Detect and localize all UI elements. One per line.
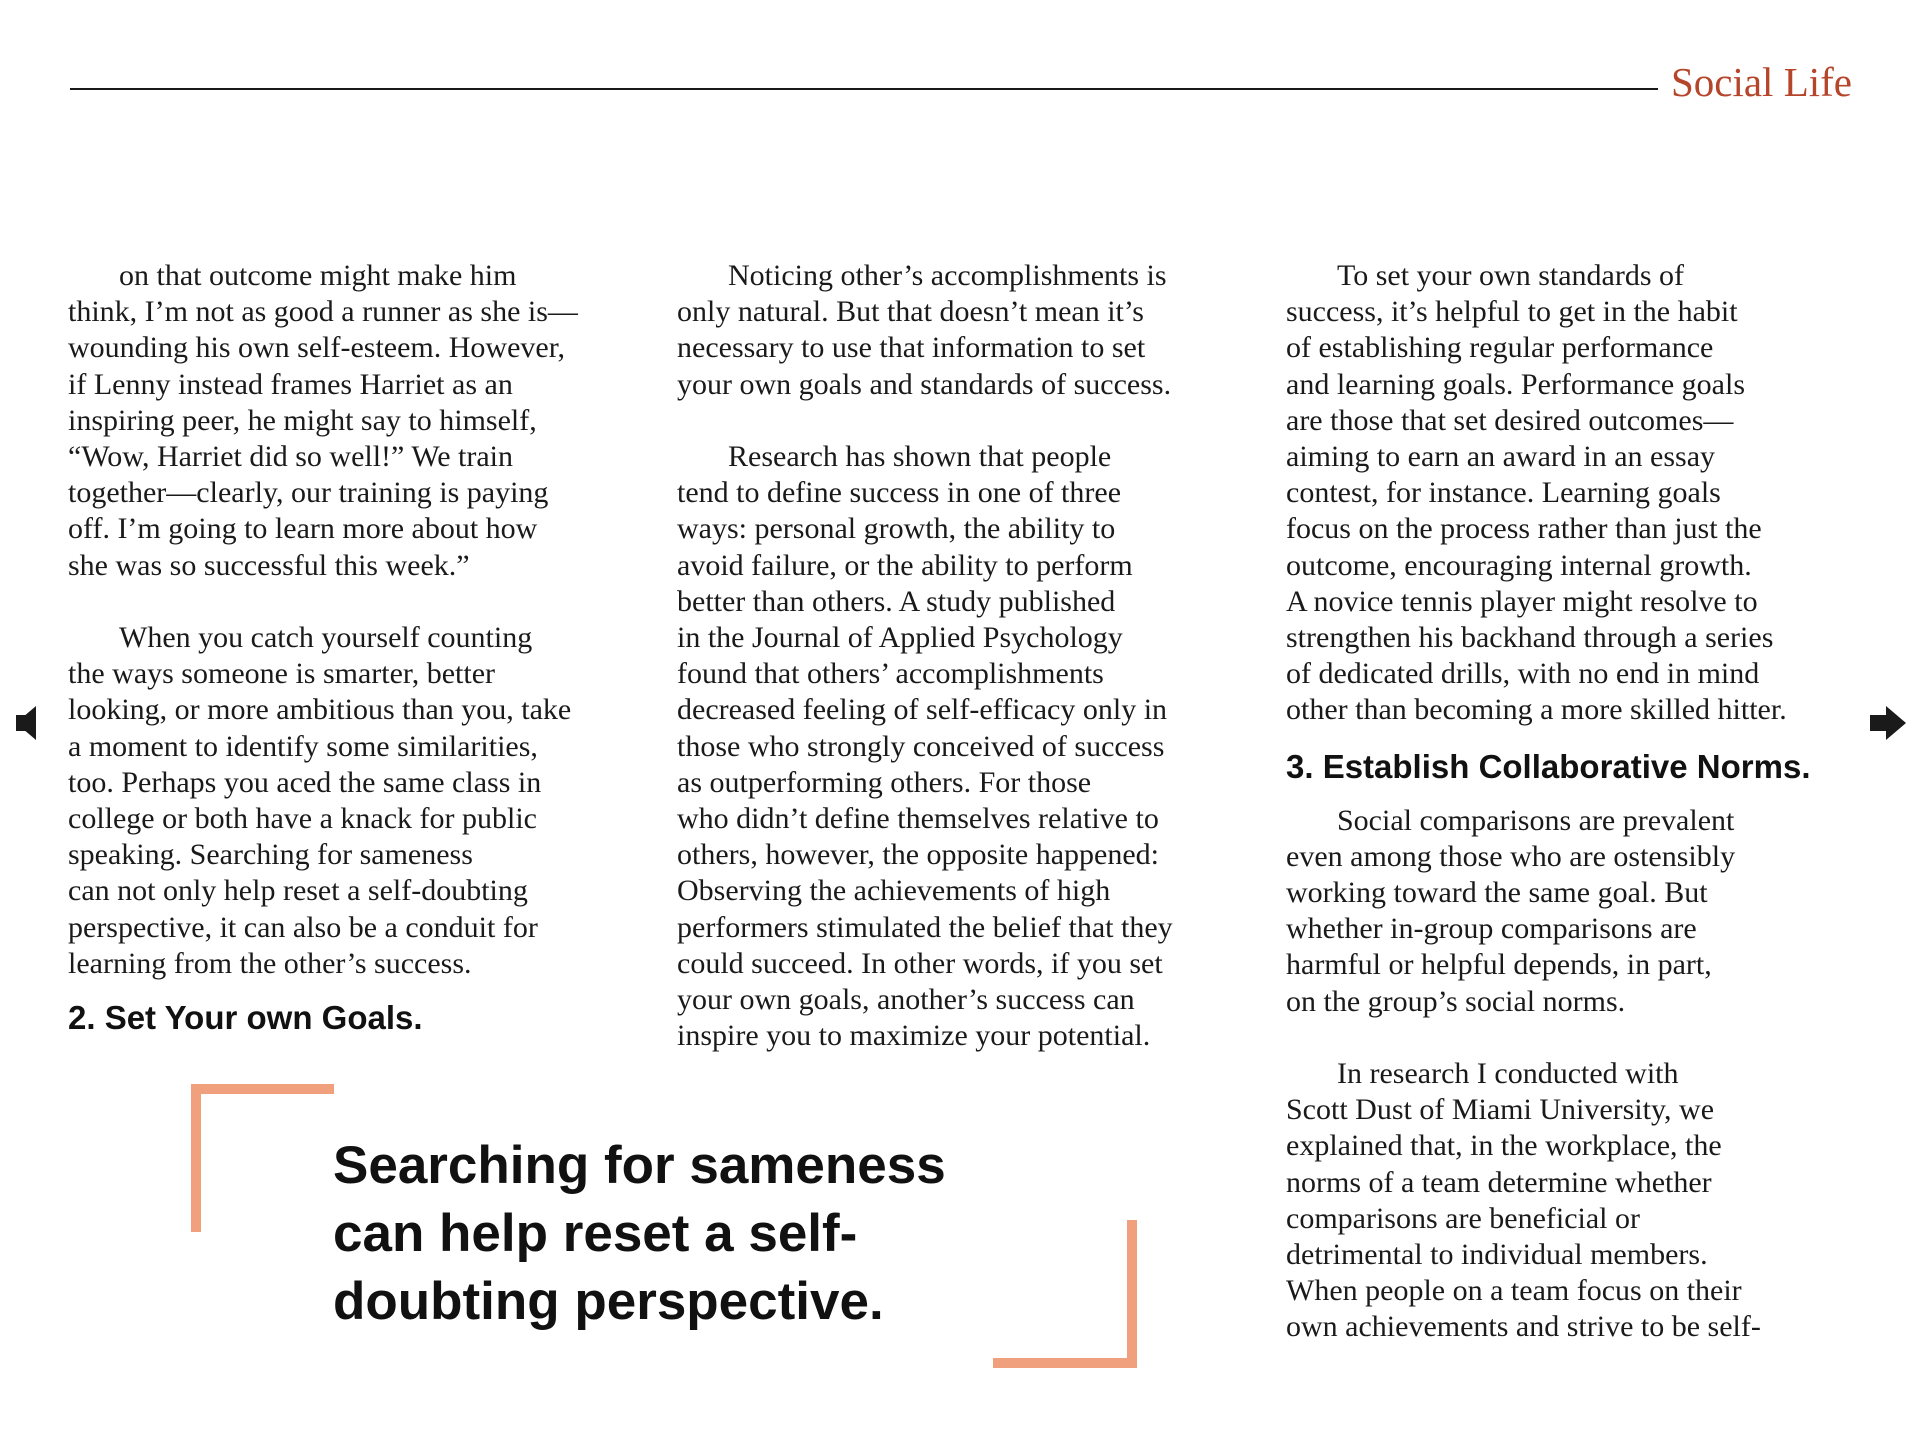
text-line: When you catch yourself counting [119, 621, 533, 655]
text-line: can not only help reset a self-doubting [68, 874, 528, 908]
text-line: too. Perhaps you aced the same class in [68, 765, 542, 799]
text-line: if Lenny instead frames Harriet as an [68, 367, 513, 401]
text-line: your own goals, another’s success can [677, 983, 1135, 1017]
left-arrow-icon[interactable] [16, 706, 36, 740]
text-line: better than others. A study published [677, 584, 1116, 618]
pullquote-line: can help reset a self- [333, 1204, 858, 1263]
text-line: own achievements and strive to be self- [1286, 1310, 1761, 1344]
text-line: on that outcome might make him [119, 259, 517, 292]
text-line: perspective, it can also be a conduit for [68, 910, 538, 944]
text-line: are those that set desired outcomes— [1286, 403, 1734, 437]
text-line: college or both have a knack for public [68, 802, 537, 836]
text-line: could succeed. In other words, if you set [677, 946, 1163, 980]
text-line: of dedicated drills, with no end in mind [1286, 657, 1760, 691]
text-line: In research I conducted with [1337, 1057, 1679, 1091]
text-line: To set your own standards of [1337, 259, 1685, 292]
paragraph [68, 258, 628, 584]
text-line: contest, for instance. Learning goals [1286, 476, 1721, 510]
text-line: outcome, encouraging internal growth. [1286, 548, 1752, 582]
text-line: Research has shown that people [728, 440, 1112, 473]
text-line: necessary to use that information to set [677, 331, 1146, 365]
text-line: speaking. Searching for sameness [68, 838, 473, 872]
text-line: success, it’s helpful to get in the habit [1286, 295, 1738, 329]
text-line: inspire you to maximize your potential. [677, 1019, 1151, 1053]
text-line: comparisons are beneficial or [1286, 1201, 1641, 1235]
paragraph [68, 620, 628, 982]
right-arrow-icon[interactable] [1886, 706, 1906, 740]
pullquote [333, 1132, 946, 1336]
text-line: looking, or more ambitious than you, take [68, 693, 572, 727]
pullquote-bracket-bottom-right [993, 1220, 1137, 1368]
text-line: strengthen his backhand through a series [1286, 621, 1774, 655]
text-line: together—clearly, our training is paying [68, 476, 549, 510]
pullquote-line: Searching for sameness [333, 1136, 946, 1195]
text-line: think, I’m not as good a runner as she is— [68, 295, 578, 329]
pullquote-bracket-top-left [191, 1084, 334, 1232]
subheading: 3. Establish Collaborative Norms. [1286, 747, 1811, 785]
article-column-3 [1286, 258, 1856, 1346]
text-line: off. I’m going to learn more about how [68, 512, 538, 546]
text-line: working toward the same goal. But [1286, 876, 1708, 910]
text-line: and learning goals. Performance goals [1286, 367, 1746, 401]
header-rule [70, 88, 1658, 90]
text-line: explained that, in the workplace, the [1286, 1129, 1722, 1163]
text-line: Scott Dust of Miami University, we [1286, 1093, 1715, 1127]
pullquote-line: doubting perspective. [333, 1272, 884, 1331]
text-line: “Wow, Harriet did so well!” We train [68, 440, 514, 474]
subheading: 2. Set Your own Goals. [68, 999, 423, 1037]
text-line: harmful or helpful depends, in part, [1286, 948, 1712, 982]
text-line: inspiring peer, he might say to himself, [68, 403, 537, 437]
text-line: Social comparisons are prevalent [1337, 803, 1735, 837]
text-line: ways: personal growth, the ability to [677, 512, 1116, 546]
text-line: aiming to earn an award in an essay [1286, 440, 1716, 474]
text-line: of establishing regular performance [1286, 331, 1714, 365]
text-line: those who strongly conceived of success [677, 729, 1165, 763]
text-line: decreased feeling of self-efficacy only in [677, 693, 1168, 727]
text-line: who didn’t define themselves relative to [677, 802, 1159, 836]
text-line: focus on the process rather than just the [1286, 512, 1762, 546]
text-line: whether in-group comparisons are [1286, 912, 1697, 946]
text-line: found that others’ accomplishments [677, 657, 1104, 691]
paragraph [1286, 258, 1856, 729]
text-line: others, however, the opposite happened: [677, 838, 1159, 872]
text-line: wounding his own self-esteem. However, [68, 331, 566, 365]
text-line: learning from the other’s success. [68, 946, 472, 980]
text-line: a moment to identify some similarities, [68, 729, 538, 763]
text-line: Observing the achievements of high [677, 874, 1111, 908]
text-line: even among those who are ostensibly [1286, 839, 1736, 873]
paragraph [1286, 1056, 1856, 1346]
paragraph [677, 439, 1247, 1054]
article-column-1 [68, 258, 628, 1036]
paragraph [677, 258, 1247, 403]
text-line: only natural. But that doesn’t mean it’s [677, 295, 1144, 329]
text-line: as outperforming others. For those [677, 765, 1092, 799]
article-column-2 [677, 258, 1247, 1054]
section-title: Social Life [1670, 59, 1852, 105]
text-line: tend to define success in one of three [677, 476, 1122, 510]
text-line: Noticing other’s accomplishments is [728, 259, 1167, 292]
text-line: avoid failure, or the ability to perform [677, 548, 1133, 582]
text-line: other than becoming a more skilled hitter. [1286, 693, 1787, 727]
text-line: she was so successful this week.” [68, 548, 470, 582]
text-line: norms of a team determine whether [1286, 1165, 1712, 1199]
paragraph [1286, 803, 1856, 1020]
text-line: detrimental to individual members. [1286, 1238, 1708, 1272]
text-line: in the Journal of Applied Psychology [677, 621, 1123, 655]
text-line: A novice tennis player might resolve to [1286, 584, 1758, 618]
text-line: the ways someone is smarter, better [68, 657, 496, 691]
text-line: performers stimulated the belief that they [677, 910, 1173, 944]
text-line: on the group’s social norms. [1286, 984, 1626, 1018]
text-line: When people on a team focus on their [1286, 1274, 1742, 1308]
text-line: your own goals and standards of success. [677, 367, 1172, 401]
